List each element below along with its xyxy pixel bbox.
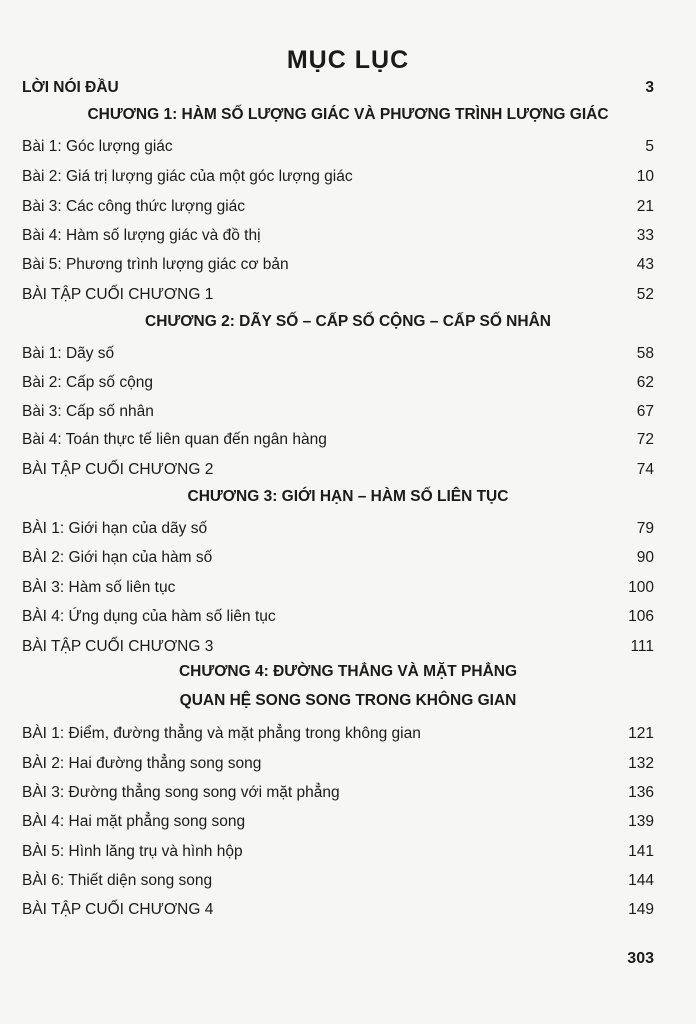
toc-entry-page: 21 (636, 198, 654, 215)
toc-entry[interactable] (22, 195, 654, 219)
toc-entry[interactable] (22, 165, 654, 189)
toc-entry-label: BÀI TẬP CUỐI CHƯƠNG 3 (22, 638, 214, 655)
toc-entry-label: BÀI 1: Điểm, đường thẳng và mặt phẳng trong không gian (22, 725, 421, 742)
toc-entry-label: Bài 3: Các công thức lượng giác (22, 198, 246, 215)
toc-entry-label: BÀI 6: Thiết diện song song (22, 872, 213, 889)
chapter-heading-4-subtitle[interactable]: QUAN HỆ SONG SONG TRONG KHÔNG GIAN (179, 692, 517, 709)
toc-entry-label: Bài 1: Góc lượng giác (22, 138, 173, 155)
toc-entry[interactable] (22, 722, 654, 746)
toc-entry-page: 136 (628, 784, 654, 801)
toc-entry[interactable] (22, 135, 654, 159)
toc-entry[interactable] (22, 781, 654, 805)
toc-entry[interactable] (22, 810, 654, 834)
toc-entry[interactable] (22, 428, 654, 452)
toc-entry-page: 100 (628, 579, 654, 596)
toc-entry[interactable] (22, 342, 654, 366)
toc-entry[interactable] (22, 253, 654, 277)
toc-entry[interactable] (22, 605, 654, 629)
toc-entry-label: BÀI TẬP CUỐI CHƯƠNG 1 (22, 286, 214, 303)
toc-entry-label: Bài 2: Giá trị lượng giác của một góc lượng giác (22, 168, 353, 185)
toc-entry-page: 132 (628, 755, 654, 772)
toc-entry-page: 139 (628, 813, 654, 830)
chapter-heading-2[interactable]: CHƯƠNG 2: DÃY SỐ – CẤP SỐ CỘNG – CẤP SỐ NHÂN (145, 313, 551, 330)
toc-entry-label: Bài 2: Cấp số cộng (22, 374, 153, 391)
toc-entry-label: BÀI 2: Hai đường thẳng song song (22, 755, 262, 772)
chapter-heading-1[interactable]: CHƯƠNG 1: HÀM SỐ LƯỢNG GIÁC VÀ PHƯƠNG TRÌNH LƯỢNG GIÁC (87, 106, 609, 123)
toc-entry-page: 141 (628, 843, 654, 860)
toc-entry-page: 111 (630, 638, 654, 655)
toc-entry-page: 33 (636, 227, 654, 244)
toc-entry-label: BÀI 3: Đường thẳng song song với mặt phẳng (22, 784, 340, 801)
page-title: MỤC LỤC (286, 46, 410, 74)
toc-entry[interactable] (22, 283, 654, 307)
toc-entry[interactable] (22, 546, 654, 570)
chapter-heading-4[interactable]: CHƯƠNG 4: ĐƯỜNG THẲNG VÀ MẶT PHẲNG (178, 663, 518, 680)
toc-entry-page: 43 (636, 256, 654, 273)
toc-entry-page: 149 (628, 901, 654, 918)
toc-entry-label: BÀI 2: Giới hạn của hàm số (22, 549, 213, 566)
toc-entry-label: Bài 1: Dãy số (22, 345, 115, 362)
toc-entry-label: BÀI 1: Giới hạn của dãy số (22, 520, 208, 537)
toc-entry-label: Bài 5: Phương trình lượng giác cơ bản (22, 256, 289, 273)
toc-entry-page: 74 (636, 461, 654, 478)
toc-entry-page: 3 (645, 79, 654, 96)
toc-entry-label: LỜI NÓI ĐẦU (22, 79, 119, 96)
toc-entry-label: Bài 4: Toán thực tế liên quan đến ngân hàng (22, 431, 327, 448)
toc-entry[interactable] (22, 400, 654, 424)
toc-entry-page: 106 (628, 608, 654, 625)
toc-entry-label: BÀI 5: Hình lăng trụ và hình hộp (22, 843, 243, 860)
toc-entry-page: 58 (636, 345, 654, 362)
toc-entry[interactable] (22, 224, 654, 248)
toc-entry-label: BÀI 4: Hai mặt phẳng song song (22, 813, 246, 830)
toc-entry-page: 52 (636, 286, 654, 303)
toc-entry-page: 72 (636, 431, 654, 448)
toc-entry-preface[interactable] (22, 76, 654, 100)
toc-entry-page: 90 (636, 549, 654, 566)
toc-entry-page: 121 (628, 725, 654, 742)
toc-entry-page: 79 (636, 520, 654, 537)
toc-entry-page: 67 (636, 403, 654, 420)
toc-entry-label: BÀI TẬP CUỐI CHƯƠNG 2 (22, 461, 214, 478)
toc-entry[interactable] (22, 371, 654, 395)
toc-entry[interactable] (22, 840, 654, 864)
toc-entry[interactable] (22, 458, 654, 482)
toc-entry-page: 10 (636, 168, 654, 185)
toc-entry-label: Bài 3: Cấp số nhân (22, 403, 154, 420)
toc-entry[interactable] (22, 517, 654, 541)
toc-entry[interactable] (22, 898, 654, 922)
chapter-heading-3[interactable]: CHƯƠNG 3: GIỚI HẠN – HÀM SỐ LIÊN TỤC (187, 488, 509, 505)
toc-entry-page: 144 (628, 872, 654, 889)
toc-entry[interactable] (22, 576, 654, 600)
toc-entry[interactable] (22, 635, 654, 659)
toc-entry-label: BÀI TẬP CUỐI CHƯƠNG 4 (22, 901, 214, 918)
page-number: 303 (627, 950, 654, 967)
toc-entry[interactable] (22, 869, 654, 893)
toc-entry-page: 5 (645, 138, 654, 155)
toc-entry-label: Bài 4: Hàm số lượng giác và đồ thị (22, 227, 261, 244)
toc-entry-label: BÀI 3: Hàm số liên tục (22, 579, 176, 596)
toc-entry-page: 62 (636, 374, 654, 391)
toc-entry[interactable] (22, 752, 654, 776)
toc-entry-label: BÀI 4: Ứng dụng của hàm số liên tục (22, 608, 276, 625)
